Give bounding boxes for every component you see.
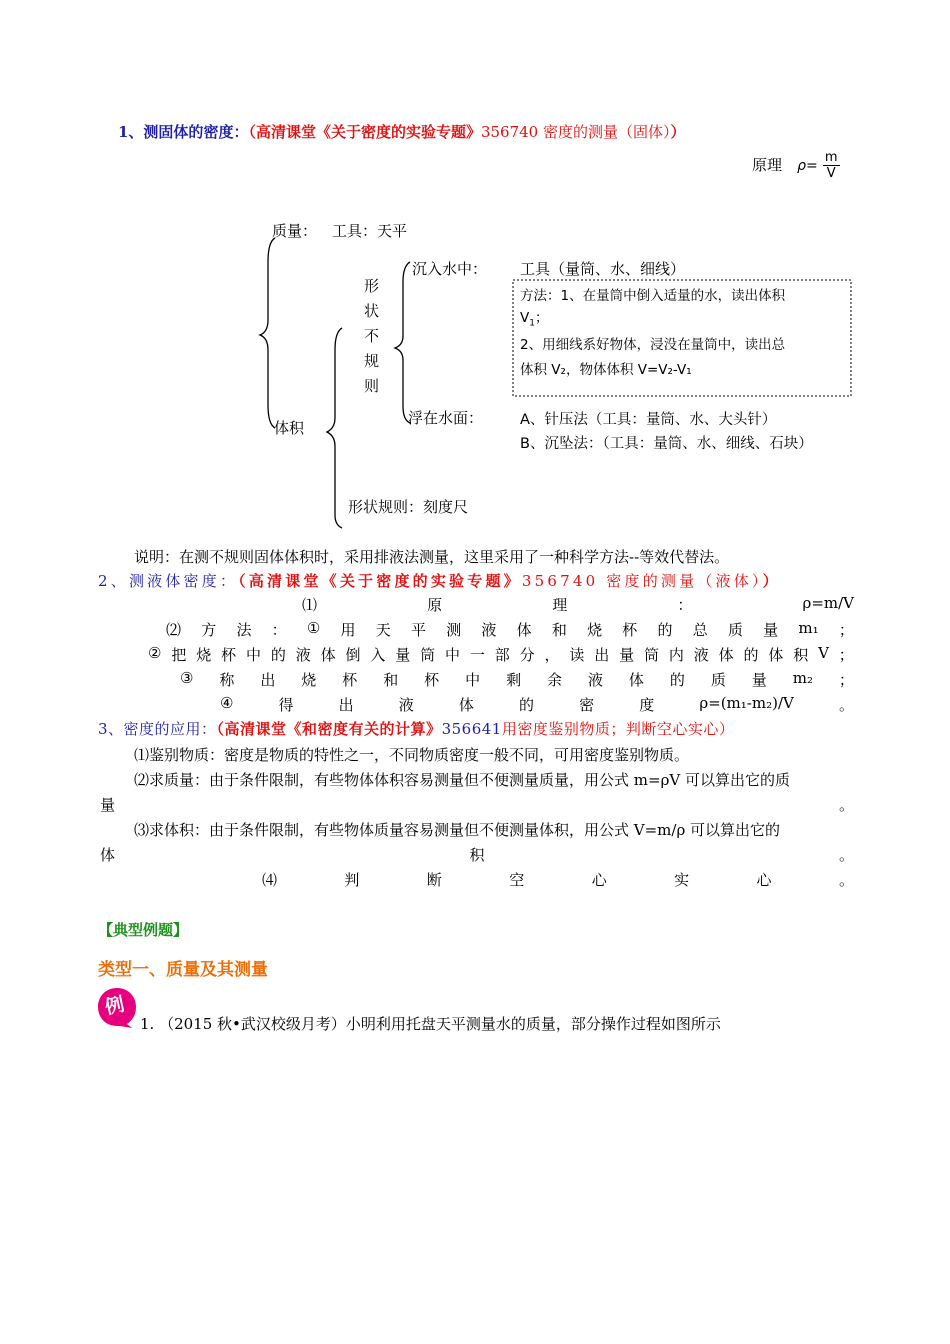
liquid-principle	[302, 594, 854, 615]
method-line1: 方法：1、在量筒中倒入适量的水，读出体积	[520, 288, 786, 304]
text-seg: 杯	[622, 621, 638, 639]
section3-rest: 用密度鉴别物质；判断空心实心）	[501, 720, 735, 738]
text-seg: 和	[383, 671, 399, 689]
text-seg: 法	[236, 621, 252, 639]
text-seg: 入	[370, 646, 386, 664]
text-seg: 。	[838, 796, 854, 814]
section2-close: ）	[762, 572, 781, 590]
irregular-char: 规	[364, 352, 380, 370]
text-seg: 的	[270, 646, 286, 664]
text-seg: 杯	[424, 671, 440, 689]
liquid-method-1	[166, 619, 854, 640]
type1-heading: 类型一、质量及其测量	[98, 960, 268, 980]
text-seg: 中	[465, 671, 481, 689]
text-seg: 杯	[342, 671, 358, 689]
regular-label: 形状规则：刻度尺	[348, 498, 469, 516]
text-seg: V	[818, 644, 829, 662]
text-seg: 得	[278, 696, 294, 714]
example-badge	[96, 986, 138, 1028]
principle-den: V	[826, 166, 836, 181]
text-seg: 密	[579, 696, 595, 714]
section1-code: 356740 密度的测量（固体）	[480, 123, 671, 141]
text-seg: 。	[838, 871, 854, 889]
app-hollow	[262, 869, 854, 890]
text-seg: 把	[171, 646, 187, 664]
text-seg: 量	[100, 796, 116, 814]
text-seg: 杯	[221, 646, 237, 664]
text-seg: 筒	[643, 646, 659, 664]
app-volume: ⑶求体积：由于条件限制，有些物体质量容易测量但不便测量体积，用公式 V=m/ρ 可以算出它的	[134, 821, 781, 839]
irregular-char: 不	[364, 327, 380, 345]
text-seg: 液	[587, 671, 603, 689]
text-seg: 余	[547, 671, 563, 689]
text-seg: ：	[271, 621, 287, 639]
text-seg: 读	[569, 646, 585, 664]
float-method-b: B、沉坠法：（工具：量筒、水、细线、石块）	[520, 436, 813, 452]
irregular-label	[364, 274, 379, 399]
text-seg: ρ=(m₁-m₂)/V	[699, 694, 794, 712]
principle-rho: ρ=	[797, 158, 818, 174]
text-seg: 积	[793, 646, 809, 664]
section3-num: 3、密度的应用：	[98, 720, 217, 738]
text-seg: 体	[320, 646, 336, 664]
text-seg: 体	[458, 696, 474, 714]
method-line2: 2、用细线系好物体，浸没在量筒中，读出总	[520, 336, 786, 353]
text-seg: ρ=m/V	[802, 594, 854, 612]
text-seg: 测	[446, 621, 462, 639]
text-seg: 量	[763, 621, 779, 639]
text-seg: m₁	[798, 619, 819, 637]
text-seg: 出	[594, 646, 610, 664]
text-seg: 空	[509, 871, 525, 889]
text-seg: 烧	[301, 671, 317, 689]
section3-heading	[98, 718, 734, 739]
section1-link[interactable]: （高清课堂《关于密度的实验专题》	[248, 123, 481, 141]
section3-link[interactable]: （高清课堂《和密度有关的计算》	[216, 720, 442, 738]
principle-num: m	[824, 150, 838, 165]
app-mass: ⑵求质量：由于条件限制，有些物体体积容易测量但不便测量质量，用公式 m=ρV 可以算出它的质	[134, 771, 790, 789]
mass-tool: 工具：天平	[332, 222, 408, 240]
app-mass-cont	[100, 794, 854, 815]
text-seg: 心	[756, 871, 772, 889]
text-seg: 的	[657, 621, 673, 639]
text-seg: ④	[220, 694, 234, 712]
text-seg: ，	[544, 646, 560, 664]
liquid-method-2	[148, 644, 854, 665]
note-text: 说明：在测不规则固体体积时，采用排液法测量，这里采用了一种科学方法--等效代替法。	[134, 548, 730, 566]
section2-num: 2、测液体密度：	[98, 572, 239, 590]
text-seg: ；	[838, 671, 854, 689]
liquid-method-3	[180, 669, 854, 690]
text-seg: 方	[201, 621, 217, 639]
text-seg: ⑷	[262, 871, 278, 889]
app-identify: ⑴鉴别物质：密度是物质的特性之一，不同物质密度一般不同，可用密度鉴别物质。	[134, 746, 690, 764]
section1-num: 1、测固体的密度：	[118, 123, 249, 141]
text-seg: 判	[344, 871, 360, 889]
text-seg: 理	[552, 596, 568, 614]
examples-title: 【典型例题】	[98, 921, 189, 939]
float-label: 浮在水面：	[408, 409, 484, 427]
text-seg: 实	[674, 871, 690, 889]
text-seg: 烧	[196, 646, 212, 664]
text-seg: ⑵	[166, 621, 182, 639]
text-seg: 。	[838, 846, 854, 864]
text-seg: 内	[668, 646, 684, 664]
section2-code: 356740 密度的测量（液体）	[521, 572, 763, 590]
text-seg: 部	[494, 646, 510, 664]
text-seg: ③	[180, 669, 194, 687]
question-1: 1. （2015 秋•武汉校级月考）小明利用托盘天平测量水的质量，部分操作过程如图所示	[140, 1015, 721, 1033]
text-seg: 体	[768, 646, 784, 664]
text-seg: 液	[481, 621, 497, 639]
irregular-char: 形	[364, 277, 380, 295]
principle-label: 原理	[752, 156, 783, 174]
text-seg: ；	[838, 621, 854, 639]
text-seg: 量	[619, 646, 635, 664]
text-seg: 断	[426, 871, 442, 889]
text-seg: 烧	[587, 621, 603, 639]
text-seg: 一	[469, 646, 485, 664]
method-line1b: $V_1$；	[520, 310, 549, 329]
text-seg: 。	[838, 696, 854, 714]
text-seg: 用	[340, 621, 356, 639]
text-seg: 的	[518, 696, 534, 714]
text-seg: ⑴	[302, 596, 318, 614]
sink-tool: 工具（量筒、水、细线）	[520, 260, 686, 278]
text-seg: 和	[551, 621, 567, 639]
text-seg: 质	[710, 671, 726, 689]
text-seg: 体	[628, 671, 644, 689]
text-seg: m₂	[792, 669, 813, 687]
text-seg: 总	[692, 621, 708, 639]
text-seg: 筒	[420, 646, 436, 664]
text-seg: ①	[306, 619, 321, 637]
text-seg: 出	[338, 696, 354, 714]
text-seg: 液	[693, 646, 709, 664]
irregular-char: 状	[364, 302, 380, 320]
text-seg: 心	[591, 871, 607, 889]
text-seg: 称	[219, 671, 235, 689]
text-seg: 中	[245, 646, 261, 664]
text-seg: 出	[260, 671, 276, 689]
volume-label: 体积	[274, 419, 305, 437]
irregular-char: 则	[364, 377, 380, 395]
sink-label: 沉入水中：	[412, 260, 488, 278]
text-seg: 量	[751, 671, 767, 689]
text-seg: 剩	[506, 671, 522, 689]
text-seg: ②	[148, 644, 162, 662]
text-seg: 体	[718, 646, 734, 664]
text-seg: 平	[410, 621, 426, 639]
text-seg: 度	[639, 696, 655, 714]
text-seg: 的	[669, 671, 685, 689]
text-seg: 的	[743, 646, 759, 664]
section3-code: 356641	[441, 720, 502, 738]
text-seg: 积	[469, 846, 485, 864]
text-seg: 质	[727, 621, 743, 639]
section2-link[interactable]: （高清课堂《关于密度的实验专题》	[238, 572, 522, 590]
text-seg: 体	[100, 846, 116, 864]
app-volume-cont	[100, 844, 854, 865]
text-seg: 分	[519, 646, 535, 664]
method-text	[520, 284, 785, 383]
liquid-method-4	[220, 694, 854, 715]
text-seg: ；	[838, 646, 854, 664]
text-seg: 液	[295, 646, 311, 664]
text-seg: 中	[444, 646, 460, 664]
text-seg: 量	[395, 646, 411, 664]
example-badge-label: 例	[103, 993, 127, 1019]
text-seg: 体	[516, 621, 532, 639]
text-seg: 倒	[345, 646, 361, 664]
float-method-a: A、针压法（工具：量筒、水、大头针）	[520, 412, 777, 428]
section2-heading	[98, 570, 781, 591]
mass-label: 质量：	[272, 222, 318, 240]
method-line3: 体积 V₂，物体体积 V=V₂-V₁	[520, 361, 692, 378]
text-seg: ：	[677, 596, 693, 614]
text-seg: 液	[398, 696, 414, 714]
text-seg: 原	[427, 596, 443, 614]
section1-close: ）	[670, 123, 686, 141]
text-seg: 天	[375, 621, 391, 639]
